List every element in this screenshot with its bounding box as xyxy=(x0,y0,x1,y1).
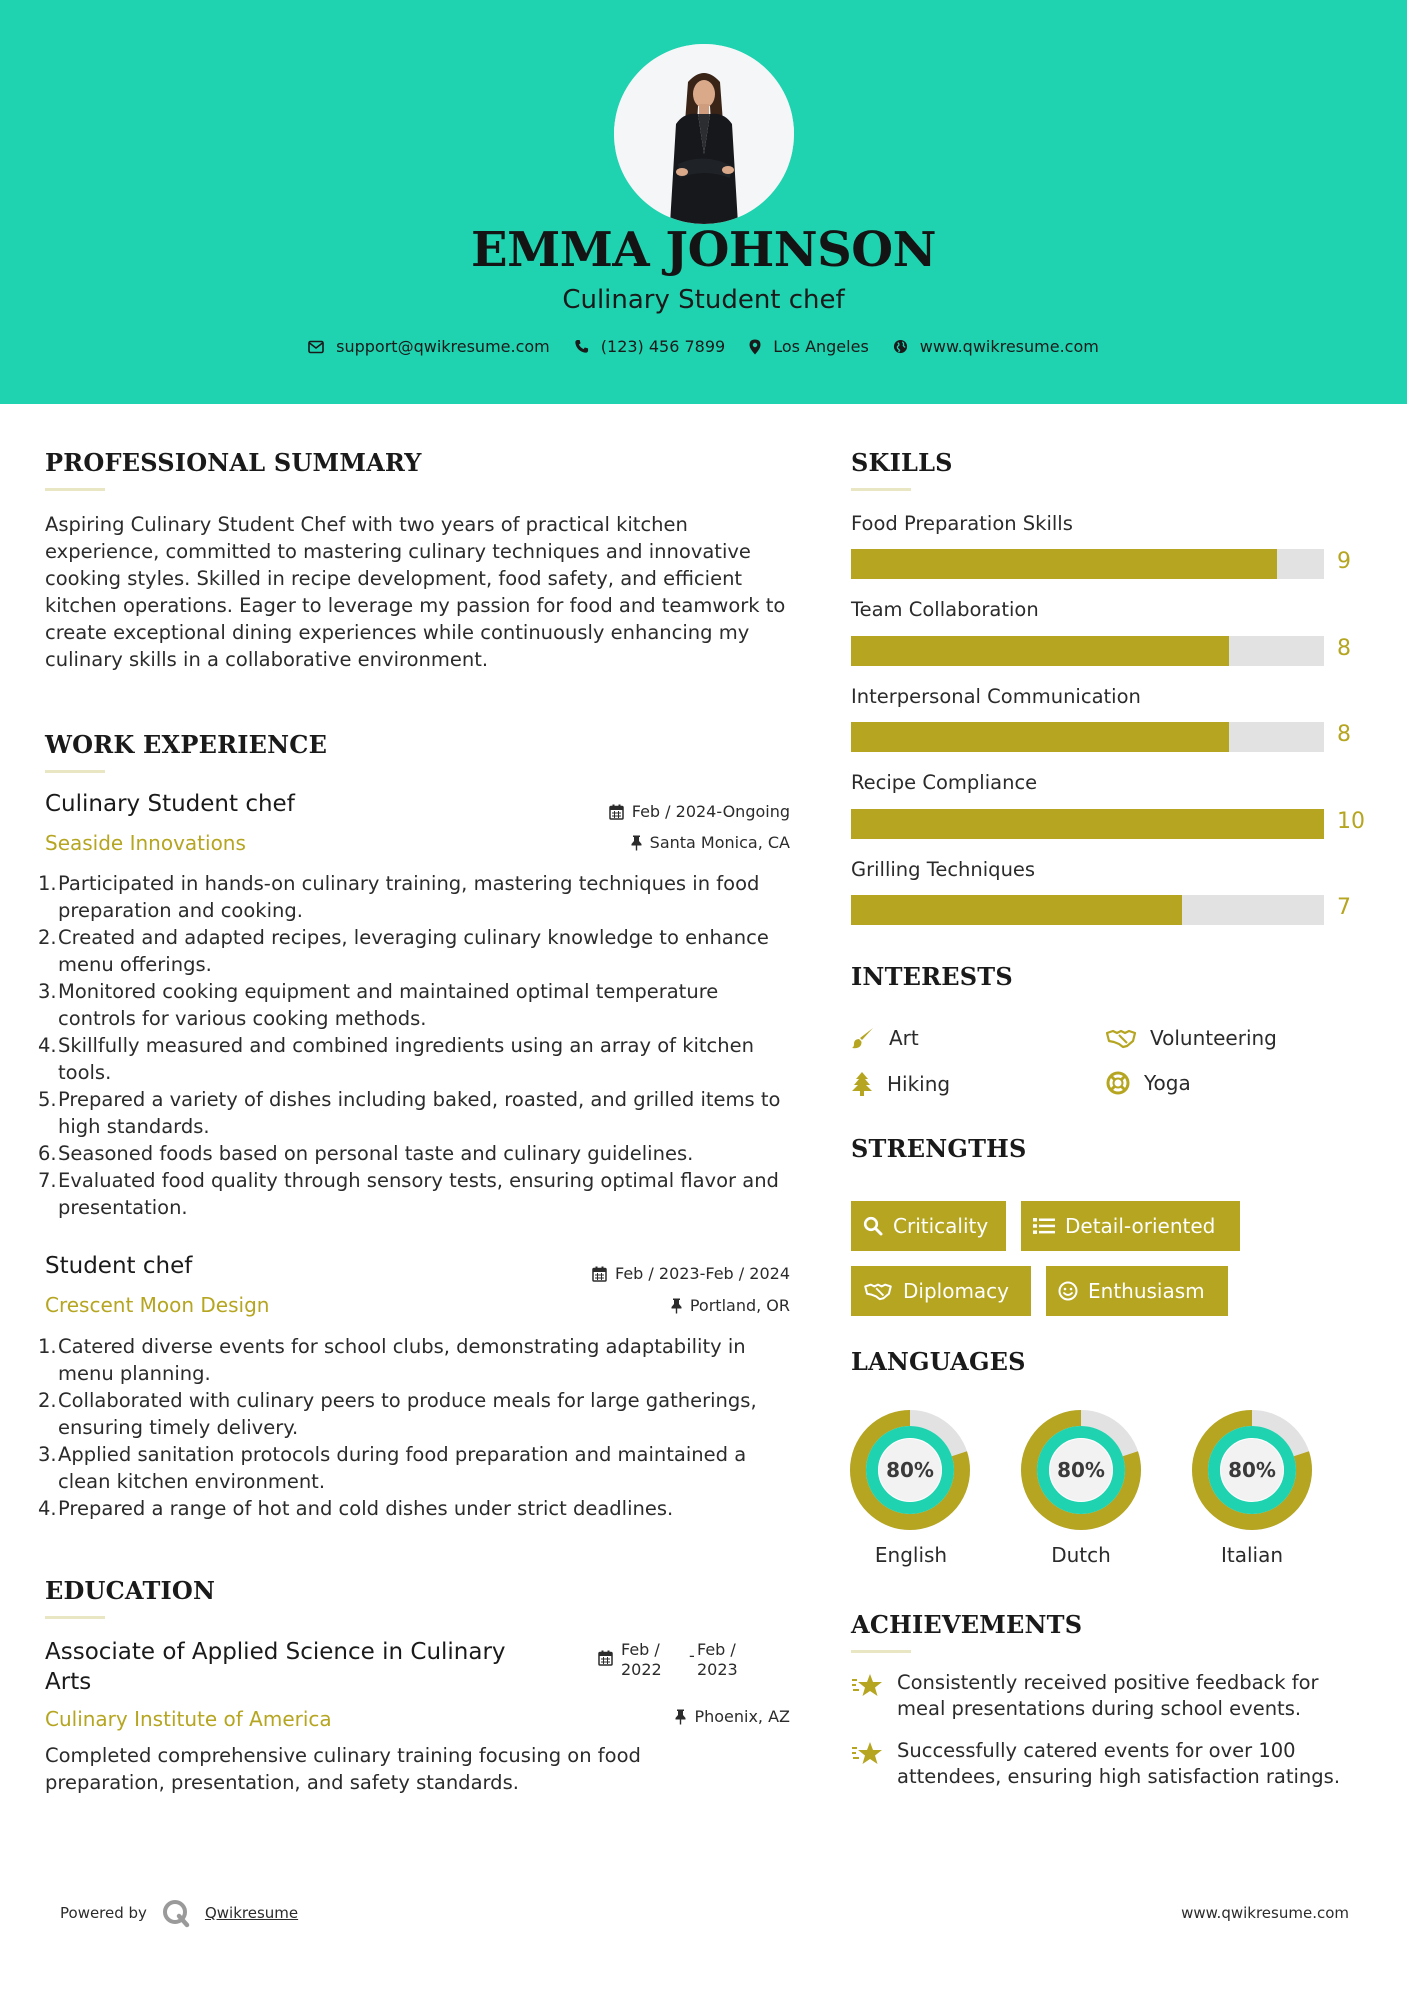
job-title: Student chef xyxy=(45,1253,193,1279)
achievement-text: Successfully catered events for over 100 attendees, ensuring high satisfaction ratings. xyxy=(897,1739,1341,1788)
list-item xyxy=(40,870,800,924)
job-location-text: Santa Monica, CA xyxy=(649,833,790,852)
contact-bar xyxy=(0,337,1407,356)
list-item xyxy=(40,1140,800,1167)
list-item xyxy=(40,1086,800,1140)
list-item-text: Catered diverse events for school clubs, demonstrating adaptability in menu planning. xyxy=(58,1335,746,1385)
list-item-text: Created and adapted recipes, leveraging culinary knowledge to enhance menu offerings. xyxy=(58,926,769,976)
smile-icon xyxy=(1058,1281,1078,1301)
job-title: Culinary Student chef xyxy=(45,791,295,817)
strength-label: Diplomacy xyxy=(903,1279,1010,1303)
strength-label: Detail-oriented xyxy=(1065,1214,1216,1238)
summary-heading: PROFESSIONAL SUMMARY xyxy=(45,448,422,477)
education-end xyxy=(689,1640,757,1680)
language-percent: 80% xyxy=(1057,1458,1105,1482)
interest-item xyxy=(851,1026,919,1050)
list-item xyxy=(40,1167,800,1221)
skill-bar xyxy=(851,722,1324,752)
star-award-icon xyxy=(851,1672,883,1700)
interest-label: Art xyxy=(889,1026,919,1050)
skill-name: Interpersonal Communication xyxy=(851,685,1141,708)
footer-branding xyxy=(60,1898,298,1928)
list-number: 5. xyxy=(38,1088,57,1111)
list-number: 7. xyxy=(38,1169,57,1192)
calendar-icon xyxy=(598,1650,613,1666)
handshake-icon xyxy=(1106,1027,1136,1049)
envelope-icon xyxy=(308,340,324,354)
strength-badge xyxy=(851,1266,1031,1316)
skill-bar xyxy=(851,636,1324,666)
list-item xyxy=(40,978,800,1032)
contact-location xyxy=(749,337,869,356)
start-year: 2022 xyxy=(621,1660,662,1679)
list-number: 4. xyxy=(38,1497,57,1520)
website-text[interactable]: www.qwikresume.com xyxy=(919,337,1099,356)
achievement-item xyxy=(851,1670,1371,1722)
star-award-icon xyxy=(851,1740,883,1768)
list-item-text: Collaborated with culinary peers to produce meals for large gatherings, ensuring timely delivery. xyxy=(58,1389,757,1439)
skill-bar xyxy=(851,549,1324,579)
language-ring xyxy=(1189,1407,1315,1533)
handshake-icon xyxy=(863,1281,893,1301)
profile-portrait-image xyxy=(614,44,794,224)
language-name: English xyxy=(874,1543,948,1567)
profile-photo xyxy=(614,44,794,224)
summary-text: Aspiring Culinary Student Chef with two years of practical kitchen experience, committed to mastering culinary techniques and innovative cooking styles. Skilled in recipe development, food safety, and efficient kitchen operations. Eager to leverage my passion for food and teamwork to create exceptional dining experiences while continuously enhancing my culinary skills in a collaborative environment. xyxy=(45,513,786,671)
phone-text[interactable]: (123) 456 7899 xyxy=(600,337,726,356)
phone-icon xyxy=(574,339,589,354)
skill-bar xyxy=(851,895,1324,925)
strength-badge xyxy=(1021,1201,1240,1251)
education-divider xyxy=(45,1616,105,1619)
list-item-text: Applied sanitation protocols during food preparation and maintained a clean kitchen environment. xyxy=(58,1443,747,1493)
education-location-text: Phoenix, AZ xyxy=(694,1707,790,1726)
list-number: 4. xyxy=(38,1034,57,1057)
degree-title xyxy=(45,1637,506,1697)
summary-divider xyxy=(45,488,105,491)
job-company: Seaside Innovations xyxy=(45,831,246,855)
email-text[interactable]: support@qwikresume.com xyxy=(336,337,550,356)
list-number: 2. xyxy=(38,926,57,949)
brand-link[interactable]: Qwikresume xyxy=(204,1904,299,1922)
language-name: Dutch xyxy=(1051,1543,1111,1567)
language-percent: 80% xyxy=(1228,1458,1276,1482)
education-heading: EDUCATION xyxy=(45,1576,216,1605)
skill-name: Grilling Techniques xyxy=(851,858,1036,881)
list-item xyxy=(40,1387,800,1441)
interest-item xyxy=(1106,1071,1191,1095)
skill-value: 8 xyxy=(1337,722,1351,747)
strengths-heading: STRENGTHS xyxy=(851,1134,1027,1163)
skill-value: 10 xyxy=(1337,809,1365,834)
globe-icon xyxy=(893,339,908,354)
job-location-text: Portland, OR xyxy=(689,1296,790,1315)
job-date-text: Feb / 2023-Feb / 2024 xyxy=(615,1264,790,1283)
list-item xyxy=(40,924,800,978)
skill-bar-fill xyxy=(851,636,1229,666)
list-number: 1. xyxy=(38,1335,57,1358)
job-date xyxy=(592,1264,790,1283)
lifering-icon xyxy=(1106,1071,1130,1095)
job-bullets xyxy=(40,1333,800,1522)
footer-website[interactable]: www.qwikresume.com xyxy=(1181,1904,1349,1922)
end-year: 2023 xyxy=(697,1660,738,1679)
language-ring xyxy=(1018,1407,1144,1533)
thumbtack-icon xyxy=(671,1298,682,1314)
education-description: Completed comprehensive culinary training focusing on food preparation, presentation, and safety standards. xyxy=(45,1744,641,1794)
job-company: Crescent Moon Design xyxy=(45,1293,270,1317)
education-start xyxy=(621,1640,689,1680)
map-marker-icon xyxy=(749,339,761,355)
calendar-icon xyxy=(592,1266,607,1282)
list-number: 1. xyxy=(38,872,57,895)
language-name: Italian xyxy=(1220,1543,1284,1567)
skill-name: Team Collaboration xyxy=(851,598,1039,621)
contact-email[interactable] xyxy=(308,337,550,356)
achievements-heading: ACHIEVEMENTS xyxy=(851,1610,1083,1639)
calendar-icon xyxy=(609,804,624,820)
job-bullets xyxy=(40,870,800,1221)
qwikresume-logo-icon xyxy=(161,1898,191,1928)
work-divider xyxy=(45,770,105,773)
interest-label: Hiking xyxy=(887,1072,951,1096)
job-location xyxy=(671,1296,790,1315)
interest-item xyxy=(1106,1026,1277,1050)
job-location xyxy=(631,833,790,852)
language-percent: 80% xyxy=(886,1458,934,1482)
strength-label: Enthusiasm xyxy=(1088,1279,1205,1303)
strength-badge xyxy=(851,1201,1006,1251)
skill-value: 8 xyxy=(1337,636,1351,661)
list-number: 3. xyxy=(38,1443,57,1466)
skill-name: Food Preparation Skills xyxy=(851,512,1073,535)
list-item xyxy=(40,1333,800,1387)
powered-by-text: Powered by xyxy=(60,1904,147,1922)
education-dates xyxy=(598,1640,757,1680)
location-text: Los Angeles xyxy=(773,337,869,356)
search-icon xyxy=(863,1216,883,1236)
strength-badge xyxy=(1046,1266,1228,1316)
contact-phone[interactable] xyxy=(574,337,725,356)
start-month: Feb / xyxy=(621,1640,660,1659)
work-heading: WORK EXPERIENCE xyxy=(45,730,328,759)
list-item-text: Prepared a range of hot and cold dishes under strict deadlines. xyxy=(58,1497,674,1520)
date-separator: - xyxy=(689,1646,695,1665)
language-ring xyxy=(847,1407,973,1533)
list-number: 2. xyxy=(38,1389,57,1412)
education-location xyxy=(675,1707,790,1726)
list-item-text: Monitored cooking equipment and maintained optimal temperature controls for various cooking methods. xyxy=(58,980,719,1030)
interest-item xyxy=(851,1071,950,1097)
list-item-text: Seasoned foods based on personal taste and culinary guidelines. xyxy=(58,1142,694,1165)
list-number: 3. xyxy=(38,980,57,1003)
list-item-text: Evaluated food quality through sensory tests, ensuring optimal flavor and presentation. xyxy=(58,1169,779,1219)
thumbtack-icon xyxy=(631,835,642,851)
list-item-text: Participated in hands-on culinary training, mastering techniques in food preparation and cooking. xyxy=(58,872,760,922)
list-icon xyxy=(1033,1217,1055,1235)
skill-bar-fill xyxy=(851,722,1229,752)
thumbtack-icon xyxy=(675,1709,686,1725)
paintbrush-icon xyxy=(851,1026,875,1050)
interest-label: Volunteering xyxy=(1150,1026,1277,1050)
candidate-name: EMMA JOHNSON xyxy=(471,222,936,278)
contact-website[interactable] xyxy=(893,337,1099,356)
skill-bar-fill xyxy=(851,549,1277,579)
interest-label: Yoga xyxy=(1144,1071,1191,1095)
end-month: Feb / xyxy=(697,1640,736,1659)
school-name: Culinary Institute of America xyxy=(45,1707,332,1731)
degree-line-2: Arts xyxy=(45,1669,92,1695)
achievement-text: Consistently received positive feedback for meal presentations during school events. xyxy=(897,1671,1319,1720)
skill-value: 9 xyxy=(1337,549,1351,574)
skill-bar-fill xyxy=(851,895,1182,925)
achievement-item xyxy=(851,1738,1371,1790)
list-item-text: Skillfully measured and combined ingredients using an array of kitchen tools. xyxy=(58,1034,754,1084)
job-date-text: Feb / 2024-Ongoing xyxy=(631,802,790,821)
list-item xyxy=(40,1032,800,1086)
skill-value: 7 xyxy=(1337,895,1351,920)
languages-heading: LANGUAGES xyxy=(851,1347,1026,1376)
tree-icon xyxy=(851,1071,873,1097)
list-item xyxy=(40,1495,800,1522)
list-number: 6. xyxy=(38,1142,57,1165)
skill-bar xyxy=(851,809,1324,839)
interests-heading: INTERESTS xyxy=(851,962,1013,991)
skill-bar-fill xyxy=(851,809,1324,839)
skills-divider xyxy=(851,488,911,491)
list-item xyxy=(40,1441,800,1495)
skill-name: Recipe Compliance xyxy=(851,771,1038,794)
list-item-text: Prepared a variety of dishes including baked, roasted, and grilled items to high standards. xyxy=(58,1088,781,1138)
skills-heading: SKILLS xyxy=(851,448,953,477)
strength-label: Criticality xyxy=(893,1214,989,1238)
job-date xyxy=(609,802,790,821)
candidate-title: Culinary Student chef xyxy=(562,285,845,315)
resume-header xyxy=(0,0,1407,404)
degree-line-1: Associate of Applied Science in Culinary xyxy=(45,1639,506,1665)
achievements-divider xyxy=(851,1650,911,1653)
